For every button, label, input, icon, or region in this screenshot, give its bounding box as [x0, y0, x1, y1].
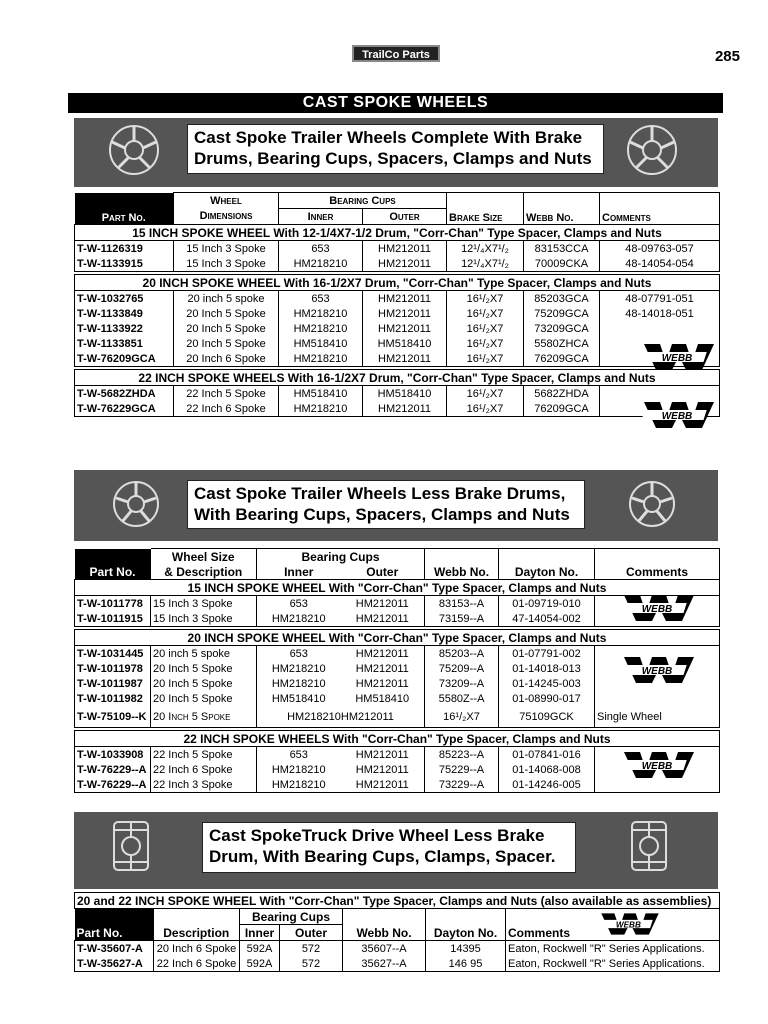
table-cell: 73159--A	[425, 611, 499, 627]
col-header-inner: Inner	[279, 209, 363, 225]
col-header-webb: Webb No.	[343, 909, 426, 941]
table-cell: 75229--A	[425, 762, 499, 777]
webb-logo	[640, 400, 718, 430]
table-cell: HM218210	[257, 611, 341, 627]
table-cell: HM212011	[363, 321, 447, 336]
col-header-outer: Outer	[366, 564, 399, 579]
col-header-size-top: Wheel Size	[151, 549, 257, 565]
table-cell: 20 Inch 5 Spoke	[174, 336, 279, 351]
col-header-part: Part No.	[75, 193, 174, 225]
table-cell: T-W-1133849	[75, 306, 174, 321]
webb-logo	[620, 655, 698, 685]
col-header-dayton: Dayton No.	[426, 909, 506, 941]
table-cell: 22 Inch 6 Spoke	[151, 762, 257, 777]
table-cell: 48-09763-057	[600, 241, 720, 257]
section-title: CAST SPOKE WHEELS	[68, 93, 723, 113]
table-cell: 76209GCA	[524, 401, 600, 417]
svg-text:WEBB: WEBB	[641, 761, 673, 772]
table-cell: 20 Inch 5 Spoke	[174, 306, 279, 321]
table-cell: 22 Inch 6 Spoke	[174, 401, 279, 417]
section3-group-title: 20 and 22 INCH SPOKE WHEEL With "Corr-Chan" Type Spacer, Clamps and Nuts (also available as assemblies)	[75, 893, 720, 909]
table-cell: 653	[279, 291, 363, 307]
table-cell: T-W-76229--A	[75, 762, 151, 777]
table-cell: 5682ZHDA	[524, 386, 600, 402]
table-row	[75, 256, 720, 272]
table-row	[75, 386, 720, 402]
table-cell: 20 Inch 6 Spoke	[174, 351, 279, 367]
table-cell: T-W-1011987	[75, 676, 151, 691]
table-cell: 653	[279, 241, 363, 257]
table-cell: HM212011	[355, 763, 409, 776]
table-cell: T-W-35607-A	[75, 941, 154, 957]
table-cell: 653	[257, 596, 341, 612]
table-cell: HM518410	[363, 336, 447, 351]
table-cell: 592A	[240, 956, 280, 972]
group-title: 20 INCH SPOKE WHEEL With 16-1/2X7 Drum, "Corr-Chan" Type Spacer, Clamps and Nuts	[75, 275, 720, 291]
table-cell: HM218210	[257, 676, 341, 691]
table-cell: 592A	[240, 941, 280, 957]
table-cell: Eaton, Rockwell "R" Series Applications.	[506, 956, 720, 972]
table-cell	[595, 691, 720, 706]
table-cell: 16¹/₂X7	[425, 706, 499, 728]
table-cell: 70009CKA	[524, 256, 600, 272]
table-cell: 12¹/₄X7¹/₂	[447, 241, 524, 257]
table-cell: 16¹/₂X7	[447, 351, 524, 367]
table-cell: 85203GCA	[524, 291, 600, 307]
table-cell: T-W-1011978	[75, 661, 151, 676]
section2-callout: Cast Spoke Trailer Wheels Less Brake Drums, With Bearing Cups, Spacers, Clamps and Nuts	[187, 480, 585, 529]
col-header-bearing: Bearing Cups	[279, 193, 447, 209]
table-cell: 20 Inch 5 Spoke	[151, 706, 257, 728]
table-cell: HM212011	[363, 306, 447, 321]
svg-text:WEBB: WEBB	[641, 666, 673, 677]
col-header-bearing: Bearing Cups	[257, 549, 425, 565]
table-cell: 76209GCA	[524, 351, 600, 367]
table-cell: T-W-1133851	[75, 336, 174, 351]
col-header-desc: Description	[163, 926, 230, 940]
table-cell: HM518410	[355, 692, 410, 705]
table-cell: 146 95	[426, 956, 506, 972]
wheel-hub-icon	[106, 122, 168, 178]
table-cell: 01-07841-016	[499, 747, 595, 763]
table-cell: HM218210	[257, 661, 341, 676]
table-cell: 01-14068-008	[499, 762, 595, 777]
table-cell: HM218210HM212011	[257, 706, 425, 728]
table-cell: 48-07791-051	[600, 291, 720, 307]
table-cell: HM212011	[355, 647, 409, 660]
table-cell: 73209--A	[425, 676, 499, 691]
webb-logo	[640, 342, 718, 372]
section1-callout: Cast Spoke Trailer Wheels Complete With Brake Drums, Bearing Cups, Spacers, Clamps and Nuts	[187, 124, 604, 174]
table-cell: HM212011	[355, 677, 409, 690]
table-cell: T-W-1011982	[75, 691, 151, 706]
table-cell: HM212011	[363, 291, 447, 307]
table-cell: HM212011	[355, 662, 409, 675]
table-cell: 01-14245-003	[499, 676, 595, 691]
table-cell: HM518410	[257, 691, 341, 706]
svg-text:WEBB: WEBB	[615, 920, 641, 930]
table-cell: 22 Inch 6 Spoke	[154, 956, 240, 972]
table-cell: 48-14018-051	[600, 306, 720, 321]
table-cell: 653	[257, 747, 341, 763]
svg-text:WEBB: WEBB	[661, 411, 693, 422]
table-row	[75, 291, 720, 307]
table-cell: 20 inch 5 spoke	[174, 291, 279, 307]
col-header-comments: Comments	[506, 909, 720, 941]
table-cell: 16¹/₂X7	[447, 401, 524, 417]
page-number: 285	[714, 48, 740, 65]
table-cell: 47-14054-002	[499, 611, 595, 627]
table-cell: 12¹/₄X7¹/₂	[447, 256, 524, 272]
table-cell: 22 Inch 3 Spoke	[151, 777, 257, 793]
table-cell: HM212011	[363, 351, 447, 367]
drive-wheel-icon	[100, 818, 162, 874]
table-cell: 20 Inch 5 Spoke	[151, 661, 257, 676]
table-cell: HM218210	[257, 762, 341, 777]
table-cell: 16¹/₂X7	[447, 306, 524, 321]
table-row	[75, 336, 720, 351]
table-cell: HM518410	[279, 336, 363, 351]
table-row	[75, 241, 720, 257]
table-cell: 01-08990-017	[499, 691, 595, 706]
col-header-brake: Brake Size	[447, 193, 524, 225]
table-cell: 01-14246-005	[499, 777, 595, 793]
col-header-webb: Webb No.	[425, 549, 499, 580]
table-cell: 85223--A	[425, 747, 499, 763]
table-cell: HM212011	[355, 748, 409, 761]
table-cell: 572	[280, 956, 343, 972]
col-header-comments: Comments	[595, 549, 720, 580]
table-cell: 35607--A	[343, 941, 426, 957]
col-header-size-bottom: & Description	[164, 564, 243, 579]
table-cell: 85203--A	[425, 646, 499, 662]
col-header-bearing: Bearing Cups	[240, 909, 343, 925]
table-cell: 16¹/₂X7	[447, 291, 524, 307]
table-cell: 16¹/₂X7	[447, 321, 524, 336]
webb-logo	[620, 593, 698, 623]
table-cell: T-W-1011915	[75, 611, 151, 627]
table-cell: T-W-35627-A	[75, 956, 154, 972]
table-cell: T-W-75109--K	[75, 706, 151, 728]
col-header-outer: Outer	[280, 925, 343, 941]
table-cell: T-W-1031445	[75, 646, 151, 662]
table-cell: Single Wheel	[595, 706, 720, 728]
table-cell: 20 Inch 5 Spoke	[151, 691, 257, 706]
col-header-wheel-top: Wheel	[174, 193, 279, 209]
table-cell: Eaton, Rockwell "R" Series Applications.	[506, 941, 720, 957]
group-title: 15 INCH SPOKE WHEEL With 12-1/4X7-1/2 Drum, "Corr-Chan" Type Spacer, Clamps and Nuts	[75, 225, 720, 241]
table-cell: HM218210	[279, 351, 363, 367]
table-cell: HM218210	[279, 256, 363, 272]
table-cell: HM212011	[341, 777, 425, 793]
table-cell: 15 Inch 3 Spoke	[151, 611, 257, 627]
table-cell: 01-07791-002	[499, 646, 595, 662]
drive-wheel-icon	[618, 818, 680, 874]
table-cell: 15 Inch 3 Spoke	[174, 256, 279, 272]
table-cell: T-W-5682ZHDA	[75, 386, 174, 402]
table-row	[75, 306, 720, 321]
webb-logo	[620, 750, 698, 780]
trailco-logo: TrailCo Parts	[352, 45, 440, 62]
wheel-hub-icon	[106, 476, 168, 532]
group-title: 20 INCH SPOKE WHEEL With "Corr-Chan" Type Spacer, Clamps and Nuts	[75, 630, 720, 646]
table-cell: T-W-1011778	[75, 596, 151, 612]
table-row	[75, 691, 720, 706]
table-cell: T-W-1126319	[75, 241, 174, 257]
group-title: 22 INCH SPOKE WHEELS With 16-1/2X7 Drum, "Corr-Chan" Type Spacer, Clamps and Nuts	[75, 370, 720, 386]
table-cell: 14395	[426, 941, 506, 957]
table-cell: 75109GCK	[499, 706, 595, 728]
table-cell: HM218210	[279, 401, 363, 417]
table-cell: 653	[257, 646, 341, 662]
table-cell: HM218210	[279, 321, 363, 336]
table-cell: T-W-1032765	[75, 291, 174, 307]
table-cell: T-W-1133915	[75, 256, 174, 272]
table-cell: 15 Inch 3 Spoke	[151, 596, 257, 612]
table-cell: 20 Inch 5 Spoke	[151, 676, 257, 691]
table-cell: 73229--A	[425, 777, 499, 793]
table-cell: 01-09719-010	[499, 596, 595, 612]
section1-table	[74, 192, 720, 417]
col-header-part: Part No.	[75, 909, 154, 941]
table-cell: 5580Z--A	[425, 691, 499, 706]
table-cell: 75209GCA	[524, 306, 600, 321]
table-row	[75, 351, 720, 367]
table-cell: HM518410	[279, 386, 363, 402]
table-row	[75, 941, 720, 957]
table-cell: T-W-76229--A	[75, 777, 151, 793]
table-cell: 572	[280, 941, 343, 957]
table-cell: HM212011	[341, 611, 425, 627]
webb-logo	[598, 911, 662, 937]
table-cell: 5580ZHCA	[524, 336, 600, 351]
table-row	[75, 401, 720, 417]
table-row	[75, 321, 720, 336]
table-cell: HM518410	[363, 386, 447, 402]
col-header-inner: Inner	[240, 925, 280, 941]
table-cell: 83153CCA	[524, 241, 600, 257]
table-cell: 16¹/₂X7	[447, 386, 524, 402]
table-cell: HM218210	[279, 306, 363, 321]
col-header-webb: Webb No.	[524, 193, 600, 225]
table-cell: HM212011	[355, 597, 409, 610]
wheel-hub-icon	[622, 476, 684, 532]
section3-callout: Cast SpokeTruck Drive Wheel Less Brake Drum, With Bearing Cups, Clamps, Spacer.	[202, 822, 576, 873]
table-cell: 73209GCA	[524, 321, 600, 336]
wheel-hub-icon	[620, 122, 682, 178]
svg-text:WEBB: WEBB	[661, 353, 693, 364]
table-cell: 83153--A	[425, 596, 499, 612]
table-cell: 15 Inch 3 Spoke	[174, 241, 279, 257]
group-title: 22 INCH SPOKE WHEELS With "Corr-Chan" Type Spacer, Clamps and Nuts	[75, 731, 720, 747]
table-cell: 20 inch 5 spoke	[151, 646, 257, 662]
table-cell: 16¹/₂X7	[447, 336, 524, 351]
table-cell: T-W-76229GCA	[75, 401, 174, 417]
col-header-comments: Comments	[600, 193, 720, 225]
table-cell: 20 Inch 6 Spoke	[154, 941, 240, 957]
table-cell: HM218210	[257, 777, 341, 793]
col-header-outer: Outer	[363, 209, 447, 225]
table-cell: 75209--A	[425, 661, 499, 676]
table-cell: 20 Inch 5 Spoke	[174, 321, 279, 336]
col-header-wheel-bottom: Dimensions	[174, 209, 279, 225]
table-cell: T-W-76209GCA	[75, 351, 174, 367]
table-cell: HM212011	[363, 241, 447, 257]
table-row	[75, 706, 720, 728]
table-cell: 35627--A	[343, 956, 426, 972]
col-header-dayton: Dayton No.	[499, 549, 595, 580]
table-cell: 01-14018-013	[499, 661, 595, 676]
table-cell: 48-14054-054	[600, 256, 720, 272]
group-title: 15 INCH SPOKE WHEEL With "Corr-Chan" Type Spacer, Clamps and Nuts	[75, 580, 720, 596]
table-cell: T-W-1033908	[75, 747, 151, 763]
col-header-part: Part No.	[75, 549, 151, 580]
table-cell	[600, 321, 720, 336]
table-cell: HM212011	[363, 401, 447, 417]
col-header-inner: Inner	[257, 564, 341, 580]
svg-text:WEBB: WEBB	[641, 604, 673, 615]
table-cell: 22 Inch 5 Spoke	[174, 386, 279, 402]
table-cell: HM212011	[363, 256, 447, 272]
table-cell: 22 Inch 5 Spoke	[151, 747, 257, 763]
table-row	[75, 956, 720, 972]
table-cell: T-W-1133922	[75, 321, 174, 336]
table-cell	[600, 386, 720, 402]
